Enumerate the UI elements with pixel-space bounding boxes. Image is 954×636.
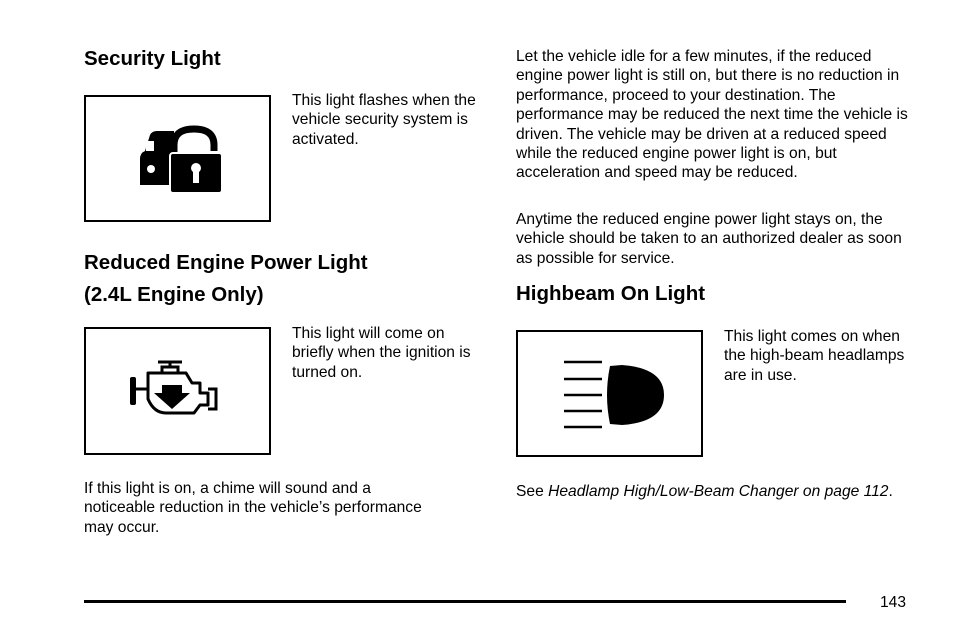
headlamp-changer-cross-reference[interactable]: Headlamp High/Low-Beam Changer on page 112 — [548, 483, 889, 500]
highbeam-headlamp-icon — [562, 360, 666, 430]
highbeam-on-light-heading: Highbeam On Light — [516, 282, 706, 305]
see-prefix: See — [516, 483, 549, 500]
reduced-engine-power-body: If this light is on, a chime will sound and a noticeable reduction in the vehicle’s performance may occur. — [84, 480, 422, 536]
reduced-engine-power-heading: Reduced Engine Power Light (2.4L Engine Only) — [84, 251, 368, 306]
highbeam-see-reference — [516, 482, 916, 501]
security-light-icon-box — [84, 95, 271, 222]
reduced-engine-power-caption: This light will come on briefly when the ignition is turned on. — [292, 325, 471, 381]
see-suffix: . — [888, 483, 893, 500]
security-lock-car-icon — [136, 123, 224, 195]
page-number: 143 — [880, 594, 907, 611]
reduced-power-dealer-paragraph: Anytime the reduced engine power light stays on, the vehicle should be taken to an authorized dealer as soon as possible for service. — [516, 211, 902, 267]
highbeam-light-caption: This light comes on when the high-beam headlamps are in use. — [724, 328, 905, 384]
security-light-caption: This light flashes when the vehicle security system is activated. — [292, 92, 476, 148]
security-light-heading: Security Light — [84, 47, 221, 70]
engine-reduced-power-icon — [128, 359, 228, 421]
footer-rule — [84, 600, 846, 603]
reduced-power-idle-paragraph: Let the vehicle idle for a few minutes, if the reduced engine power light is still on, but there is no reduction in performance, proceed to your destination. The performance may be reduced the next time the vehicle is driven. The vehicle may be driven at a reduced speed while the reduced engine power light is on, but acceleration and speed may be reduced. — [516, 48, 908, 182]
highbeam-light-icon-box — [516, 330, 703, 457]
reduced-engine-power-icon-box — [84, 327, 271, 455]
